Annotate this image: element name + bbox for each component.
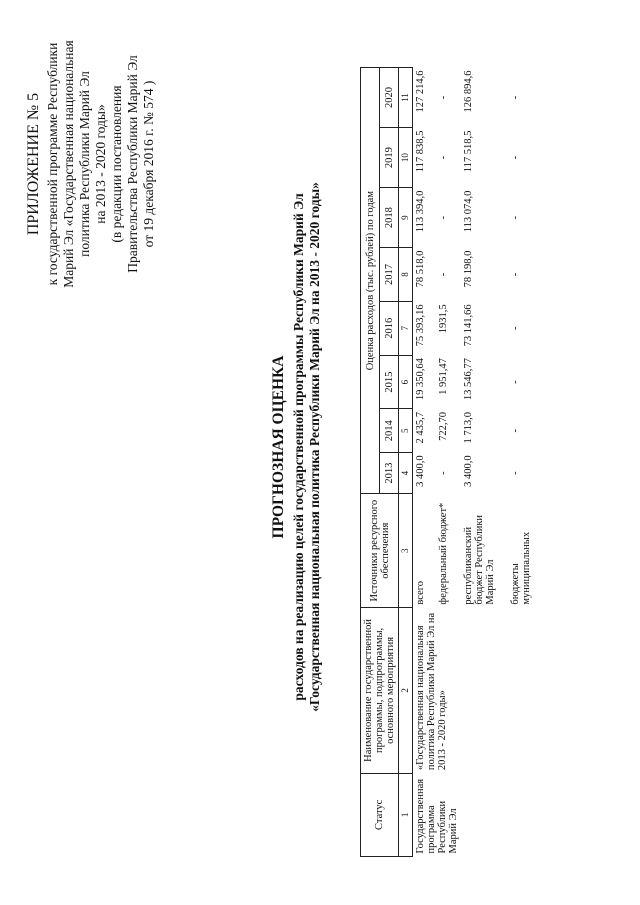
appendix-line: (в редакции постановления bbox=[109, 85, 124, 243]
value-cell: - bbox=[438, 272, 449, 277]
value-cell: - bbox=[510, 471, 521, 475]
value-cell: 113 394,0 bbox=[415, 190, 426, 233]
table-row bbox=[413, 68, 429, 857]
expense-estimate-table bbox=[360, 67, 534, 857]
value-cell: 117 518,5 bbox=[463, 130, 474, 173]
column-number: 8 bbox=[399, 248, 413, 302]
heading-line-1: расходов на реализацию целей государственной программы Республики Марий Эл bbox=[291, 193, 306, 701]
value-cell: - bbox=[438, 471, 449, 475]
value-cell: 3 400,0 bbox=[463, 455, 474, 487]
column-number: 7 bbox=[399, 301, 413, 355]
value-cell: 75 393,16 bbox=[415, 304, 426, 347]
value-cell: 1 713,0 bbox=[463, 411, 474, 444]
header-year: 2013 bbox=[380, 452, 399, 493]
header-year: 2015 bbox=[380, 355, 399, 409]
value-cell: - bbox=[510, 215, 521, 220]
value-cell: 13 546,77 bbox=[463, 358, 474, 401]
header-name: Наименование государственной программы, подпрограммы, основного мероприятия bbox=[361, 608, 399, 774]
value-cell: 3 400,0 bbox=[415, 455, 426, 487]
value-cell: 78 198,0 bbox=[463, 250, 474, 288]
value-cell: - bbox=[510, 95, 521, 100]
column-number: 3 bbox=[399, 494, 413, 608]
value-cell: 1931,5 bbox=[438, 304, 449, 334]
column-number: 5 bbox=[399, 409, 413, 452]
header-year: 2016 bbox=[380, 301, 399, 355]
value-cell: 1 951,47 bbox=[438, 358, 449, 395]
column-number: 4 bbox=[399, 452, 413, 493]
header-year: 2014 bbox=[380, 409, 399, 452]
appendix-line: к государственной программе Республики bbox=[45, 42, 60, 286]
header-source: Источники ресурсного обеспечения bbox=[361, 494, 399, 608]
value-cell: 113 074,0 bbox=[463, 190, 474, 233]
appendix-line: от 19 декабря 2016 г. № 574 ) bbox=[141, 80, 156, 248]
value-cell: - bbox=[510, 428, 521, 433]
header-year: 2019 bbox=[380, 128, 399, 188]
column-number: 6 bbox=[399, 355, 413, 409]
column-number: 2 bbox=[399, 608, 413, 774]
appendix-title: ПРИЛОЖЕНИЕ № 5 bbox=[25, 92, 42, 236]
header-status: Статус bbox=[361, 773, 399, 856]
appendix-line: на 2013 - 2020 годы» bbox=[93, 104, 108, 224]
value-cell: - bbox=[510, 326, 521, 331]
header-estimate: Оценка расходов (тыс. рублей) по годам bbox=[361, 68, 380, 494]
value-cell: 19 350,64 bbox=[415, 358, 426, 401]
appendix-line: Марий Эл «Государственная национальная bbox=[61, 40, 76, 288]
value-cell: 722,70 bbox=[438, 411, 449, 441]
value-cell: 117 838,5 bbox=[415, 130, 426, 173]
value-cell: - bbox=[510, 272, 521, 277]
header-year: 2017 bbox=[380, 248, 399, 302]
row-source: федеральный бюджет* bbox=[438, 502, 449, 605]
row-source: бюджеты муниципальных bbox=[510, 531, 532, 605]
value-cell: 2 435,7 bbox=[415, 411, 426, 444]
value-cell: - bbox=[510, 380, 521, 384]
row-name: «Государственная национальная политика Республики Марий Эл на 2013 - 2020 годы» bbox=[415, 612, 448, 771]
column-number: 11 bbox=[399, 68, 413, 128]
heading-line-2: «Государственная национальная политика Республики Марий Эл на 2013 - 2020 годы» bbox=[307, 182, 322, 712]
appendix-line: политика Республики Марий Эл bbox=[77, 71, 92, 257]
appendix-line: Правительства Республики Марий Эл bbox=[125, 55, 140, 273]
value-cell: - bbox=[438, 155, 449, 160]
column-number: 1 bbox=[399, 773, 413, 856]
value-cell: 73 141,66 bbox=[463, 304, 474, 347]
value-cell: 126 894,6 bbox=[463, 70, 474, 113]
row-status: Государственная программа Республики Марий Эл bbox=[415, 778, 459, 854]
value-cell: 78 518,0 bbox=[415, 250, 426, 288]
heading-title: ПРОГНОЗНАЯ ОЦЕНКА bbox=[270, 355, 287, 539]
header-year: 2020 bbox=[380, 68, 399, 128]
value-cell: - bbox=[438, 215, 449, 220]
rotated-document-page bbox=[15, 7, 625, 897]
header-year: 2018 bbox=[380, 188, 399, 248]
row-source: республиканский бюджет Республики Марий Эл bbox=[463, 514, 496, 605]
row-source: всего bbox=[415, 580, 426, 605]
value-cell: - bbox=[438, 95, 449, 100]
document-heading bbox=[267, 67, 323, 827]
column-number: 9 bbox=[399, 188, 413, 248]
appendix-block bbox=[23, 29, 157, 299]
column-number: 10 bbox=[399, 128, 413, 188]
value-cell: - bbox=[510, 155, 521, 160]
value-cell: 127 214,6 bbox=[415, 70, 426, 113]
